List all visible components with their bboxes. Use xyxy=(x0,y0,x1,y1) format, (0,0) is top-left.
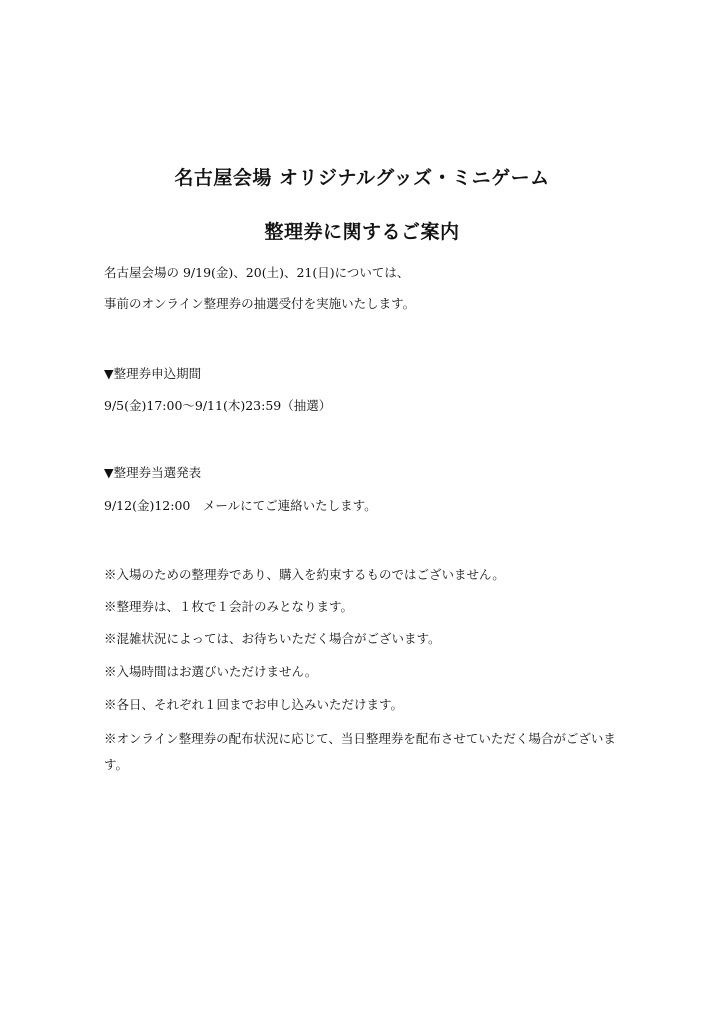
intro-line-1: 名古屋会場の 9/19(金)、20(土)、21(日)については、 xyxy=(104,265,410,280)
section-heading-winner-announcement: ▼整理券当選発表 xyxy=(104,465,202,480)
note-item: ※整理券は、１枚で１会計のみとなります。 xyxy=(104,599,354,614)
document-title: 名古屋会場 オリジナルグッズ・ミニゲーム xyxy=(174,167,550,189)
section-body-application-period: 9/5(金)17:00〜9/11(木)23:59（抽選） xyxy=(104,398,332,413)
note-item: ※入場時間はお選びいただけません。 xyxy=(104,664,318,679)
note-item: ※混雑状況によっては、お待ちいただく場合がございます。 xyxy=(104,631,441,646)
document-subtitle: 整理券に関するご案内 xyxy=(264,221,460,243)
note-item: ※各日、それぞれ１回までお申し込みいただけます。 xyxy=(104,697,404,712)
section-body-winner-announcement: 9/12(金)12:00 メールにてご連絡いたします。 xyxy=(104,498,377,513)
note-item: ※オンライン整理券の配布状況に応じて、当日整理券を配布させていただく場合がございます。 xyxy=(104,731,616,772)
note-item: ※入場のための整理券であり、購入を約束するものではございません。 xyxy=(104,567,505,582)
section-heading-application-period: ▼整理券申込期間 xyxy=(104,366,202,381)
intro-line-2: 事前のオンライン整理券の抽選受付を実施いたします。 xyxy=(104,296,416,311)
